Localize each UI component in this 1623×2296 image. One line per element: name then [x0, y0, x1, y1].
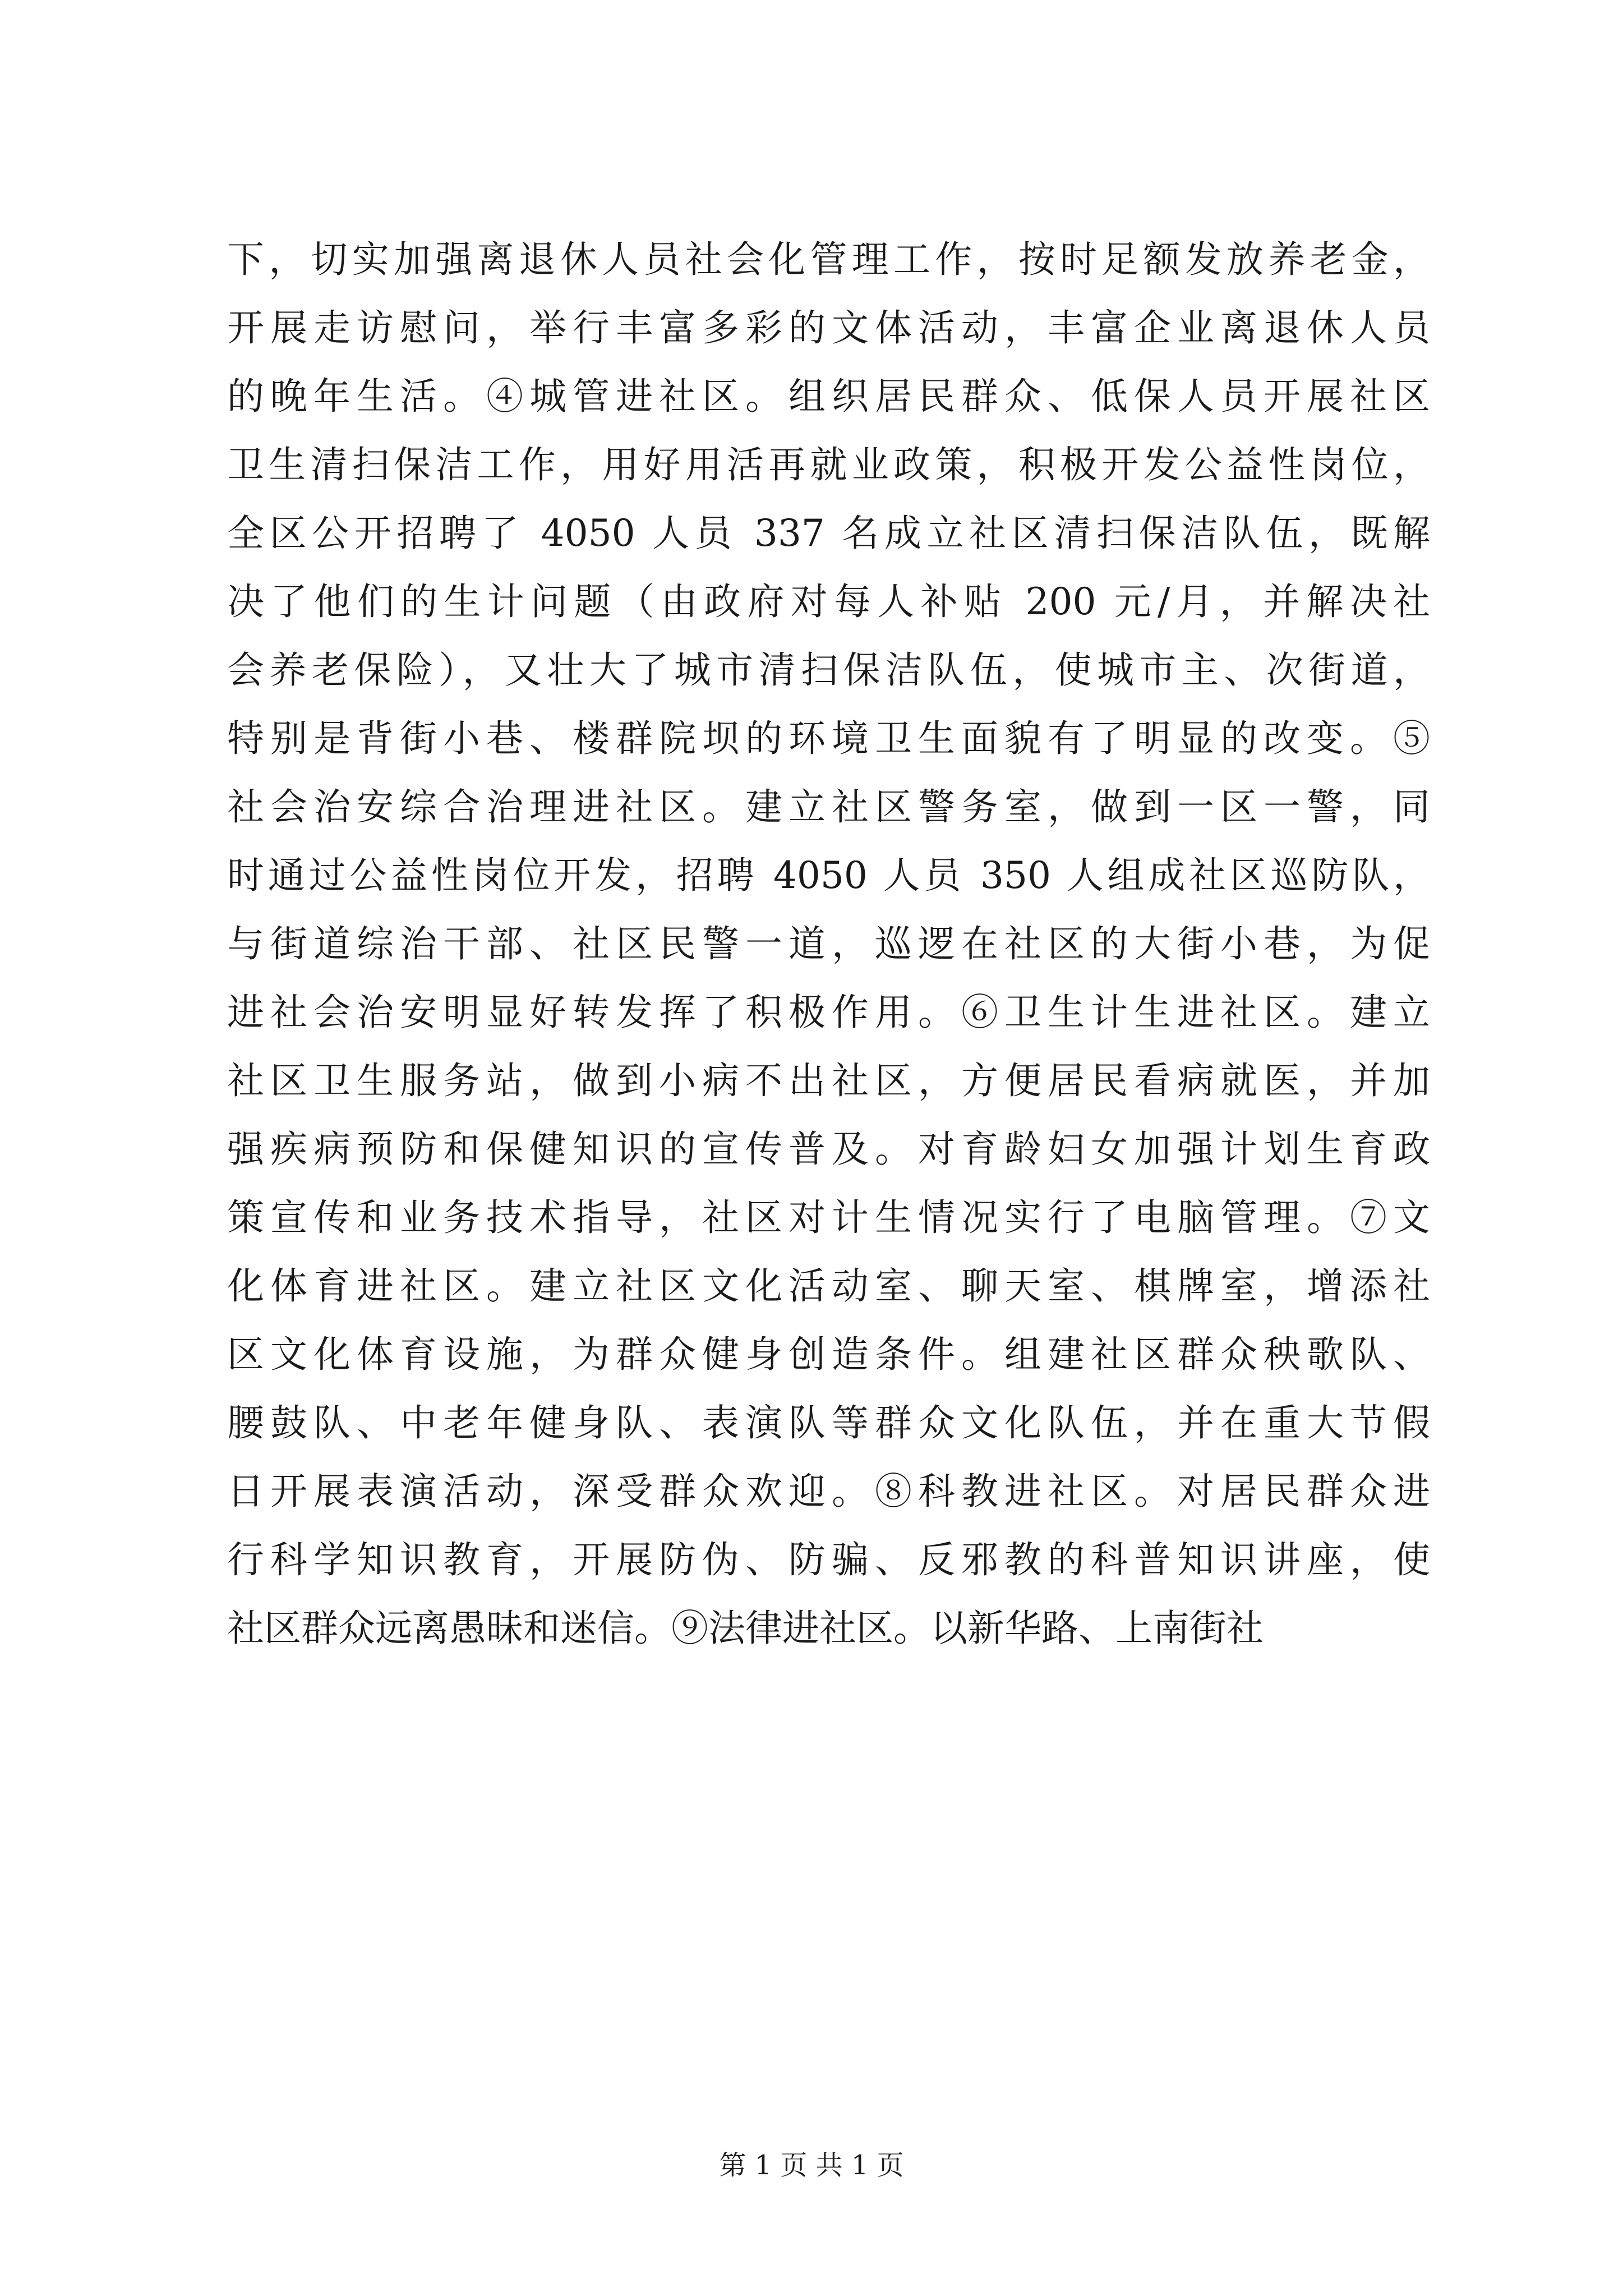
- text-line: 社区卫生服务站，做到小病不出社区，方便居民看病就医，并加: [227, 1059, 1430, 1102]
- text-line: 策宣传和业务技术指导，社区对计生情况实行了电脑管理。⑦文: [227, 1196, 1430, 1239]
- text-line: 决了他们的生计问题（由政府对每人补贴 200 元/月，并解决社: [227, 580, 1430, 623]
- text-line: 社区群众远离愚昧和迷信。⑨法律进社区。以新华路、上南街社: [227, 1607, 1264, 1650]
- text-line: 腰鼓队、中老年健身队、表演队等群众文化队伍，并在重大节假: [227, 1401, 1430, 1444]
- text-line: 会养老保险），又壮大了城市清扫保洁队伍，使城市主、次街道，: [227, 648, 1430, 692]
- text-line: 全区公开招聘了 4050 人员 337 名成立社区清扫保洁队伍，既解: [227, 512, 1430, 555]
- text-line: 区文化体育设施，为群众健身创造条件。组建社区群众秧歌队、: [227, 1333, 1430, 1376]
- text-line: 时通过公益性岗位开发，招聘 4050 人员 350 人组成社区巡防队，: [227, 854, 1430, 897]
- text-line: 化体育进社区。建立社区文化活动室、聊天室、棋牌室，增添社: [227, 1264, 1430, 1308]
- text-line: 的晚年生活。④城管进社区。组织居民群众、低保人员开展社区: [227, 375, 1430, 418]
- text-line: 社会治安综合治理进社区。建立社区警务室，做到一区一警，同: [227, 785, 1430, 829]
- text-line: 行科学知识教育，开展防伪、防骗、反邪教的科普知识讲座，使: [227, 1538, 1430, 1581]
- text-line: 进社会治安明显好转发挥了积极作用。⑥卫生计生进社区。建立: [227, 991, 1430, 1034]
- text-line: 与街道综治干部、社区民警一道，巡逻在社区的大街小巷，为促: [227, 922, 1430, 965]
- text-line: 强疾病预防和保健知识的宣传普及。对育龄妇女加强计划生育政: [227, 1128, 1430, 1171]
- text-line: 日开展表演活动，深受群众欢迎。⑧科教进社区。对居民群众进: [227, 1470, 1430, 1513]
- text-line: 特别是背街小巷、楼群院坝的环境卫生面貌有了明显的改变。⑤: [227, 717, 1430, 760]
- text-line: 下，切实加强离退休人员社会化管理工作，按时足额发放养老金，: [227, 238, 1430, 281]
- page-footer: 第 1 页 共 1 页: [719, 2150, 904, 2181]
- text-line: 开展走访慰问，举行丰富多彩的文体活动，丰富企业离退休人员: [227, 306, 1430, 349]
- body-text: [227, 226, 1430, 1663]
- text-line: 卫生清扫保洁工作，用好用活再就业政策，积极开发公益性岗位，: [227, 443, 1430, 486]
